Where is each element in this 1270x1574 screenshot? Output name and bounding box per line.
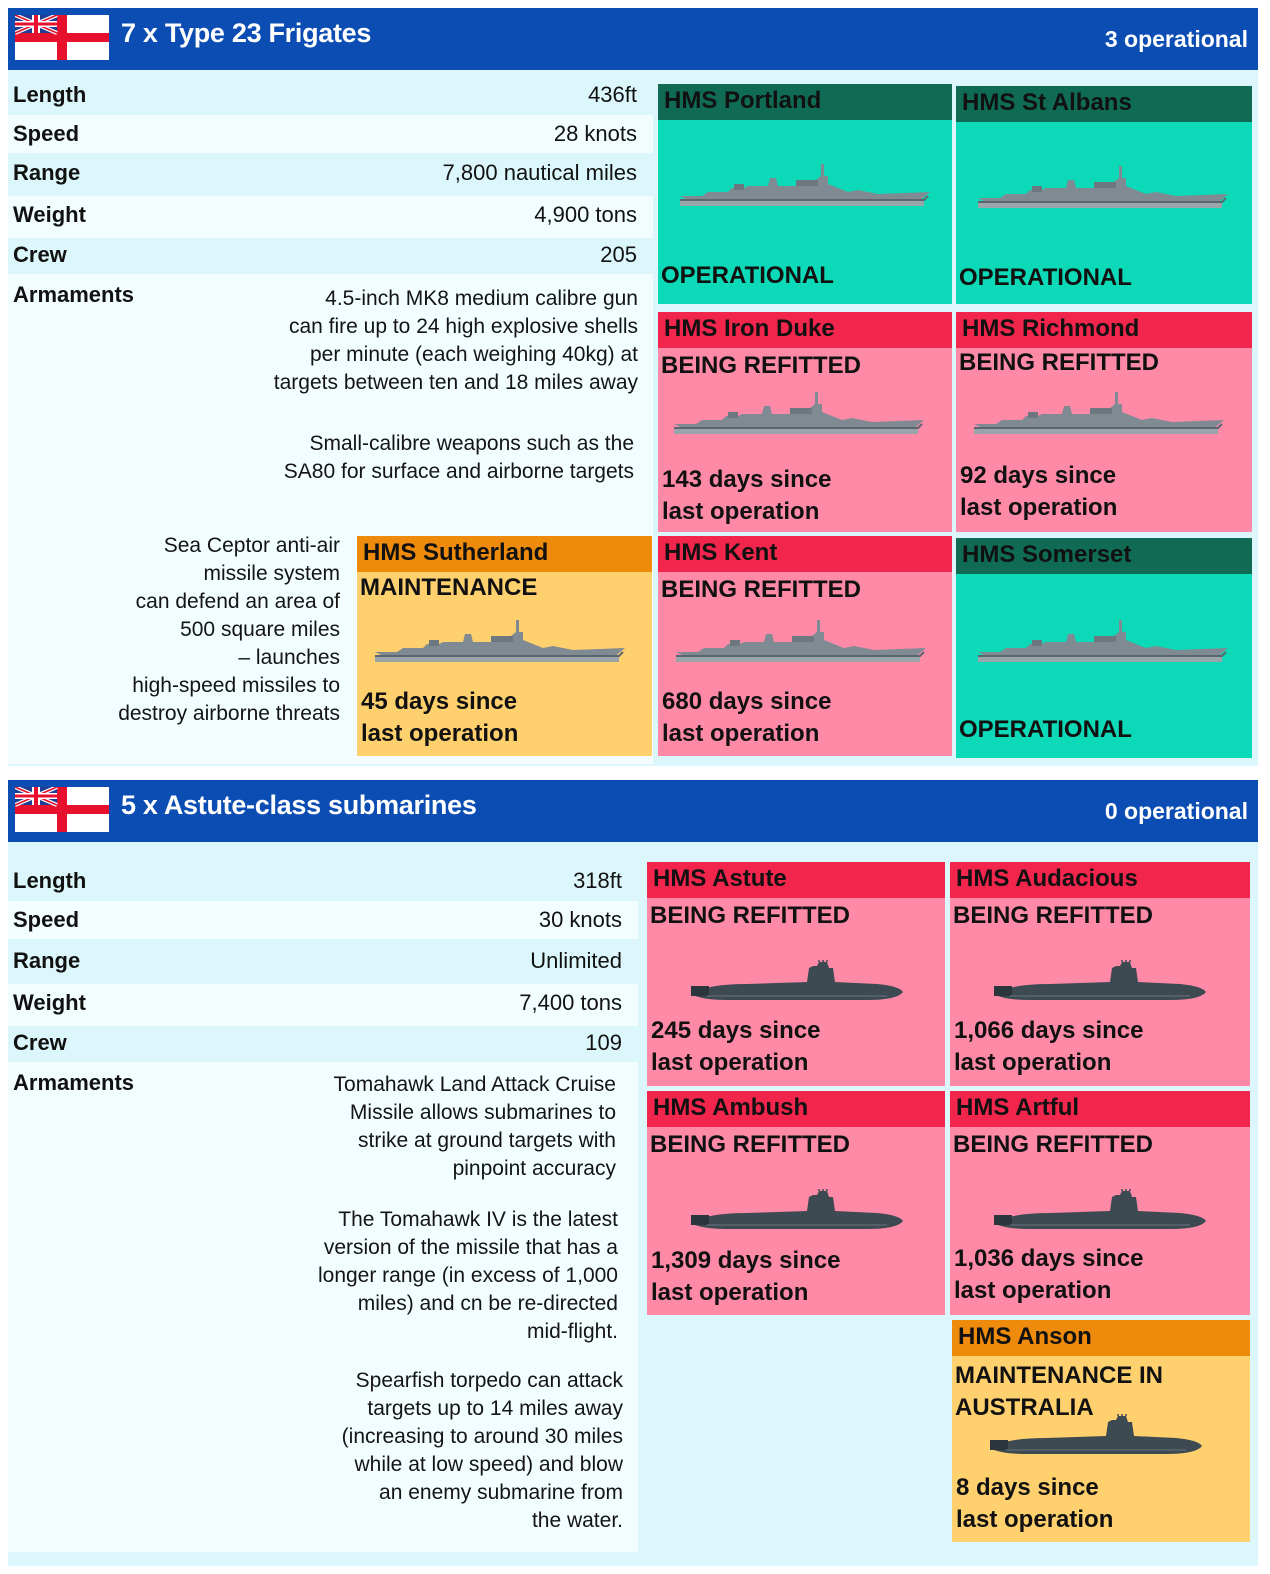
submarine-icon	[687, 1189, 907, 1235]
spec-label: Speed	[13, 907, 80, 932]
ship-name: HMS Anson	[952, 1320, 1250, 1356]
frigate-icon	[976, 164, 1232, 218]
ship-card-hms-audacious	[950, 862, 1250, 1086]
ship-name: HMS Artful	[950, 1091, 1250, 1127]
ship-status: BEING REFITTED	[661, 352, 862, 379]
ship-card-hms-iron-duke	[658, 312, 952, 532]
days-since-operation: 8 days since last operation	[956, 1474, 1114, 1533]
spec-label: Weight	[13, 202, 86, 227]
submarine-icon	[990, 1189, 1210, 1235]
days-since-operation: 1,309 days since last operation	[651, 1247, 841, 1306]
spec-label: Armaments	[13, 1070, 135, 1095]
spec-label: Range	[13, 948, 81, 973]
spec-row	[8, 901, 638, 939]
spec-row	[8, 115, 653, 153]
spec-row	[8, 1024, 638, 1062]
submarines-header	[8, 780, 1258, 842]
submarine-icon	[986, 1414, 1206, 1460]
days-since-operation: 45 days since last operation	[361, 688, 519, 747]
frigate-icon	[672, 390, 928, 444]
ship-name: HMS Audacious	[950, 862, 1250, 898]
spec-label: Armaments	[13, 282, 135, 307]
spec-value: 436ft	[588, 82, 637, 107]
ship-status: BEING REFITTED	[661, 576, 862, 603]
spec-label: Length	[13, 868, 87, 893]
frigate-icon	[674, 618, 930, 672]
spec-value: 7,400 tons	[519, 990, 622, 1015]
ship-status: OPERATIONAL	[959, 264, 1132, 291]
days-since-operation: 245 days since last operation	[651, 1017, 821, 1076]
frigate-icon	[976, 618, 1232, 672]
spec-value: 318ft	[573, 868, 622, 893]
spec-row	[8, 196, 653, 238]
ship-card-hms-sutherland	[357, 536, 652, 756]
spec-label: Range	[13, 160, 81, 185]
ship-status: BEING REFITTED	[959, 349, 1160, 376]
days-since-operation: 1,066 days since last operation	[954, 1017, 1144, 1076]
spec-value: 30 knots	[538, 907, 622, 932]
ship-name: HMS Astute	[647, 862, 945, 898]
armament-description: Small-calibre weapons such as the SA80 for surface and airborne targets	[283, 432, 634, 483]
ship-name: HMS St Albans	[956, 86, 1252, 122]
spec-label: Length	[13, 82, 87, 107]
ship-status: BEING REFITTED	[650, 1131, 851, 1158]
days-since-operation: 1,036 days since last operation	[954, 1245, 1144, 1304]
ship-status: MAINTENANCE IN AUSTRALIA	[955, 1362, 1163, 1421]
spec-value: 4,900 tons	[534, 202, 637, 227]
ship-card-hms-somerset	[956, 538, 1252, 758]
ship-status: BEING REFITTED	[650, 902, 851, 929]
ship-name: HMS Richmond	[956, 312, 1252, 348]
ship-status: BEING REFITTED	[953, 1131, 1154, 1158]
frigates-operational-count: 3 operational	[1104, 26, 1248, 52]
ship-name: HMS Kent	[658, 536, 952, 572]
ship-status: MAINTENANCE	[360, 574, 538, 601]
submarine-icon	[990, 960, 1210, 1006]
frigates-title: 7 x Type 23 Frigates	[121, 18, 372, 48]
spec-row	[8, 862, 638, 900]
armament-description: 4.5-inch MK8 medium calibre gun can fire up to 24 high explosive shells per minute (each weighing 40kg) at targets between ten and 18 miles away	[273, 287, 638, 394]
spec-value: Unlimited	[530, 948, 622, 973]
frigate-icon	[373, 618, 629, 672]
days-since-operation: 680 days since last operation	[662, 688, 832, 747]
armament-description: The Tomahawk IV is the latest version of the missile that has a longer range (in excess of 1,000 miles) and cn be re-directed mid-flight.	[317, 1208, 618, 1343]
ship-status: BEING REFITTED	[953, 902, 1154, 929]
ship-card-hms-portland	[658, 84, 952, 304]
submarine-icon	[687, 960, 907, 1006]
ship-status: OPERATIONAL	[661, 262, 834, 289]
spec-row	[8, 942, 638, 980]
frigates-header	[8, 8, 1258, 70]
ship-name: HMS Sutherland	[357, 536, 652, 572]
ship-name: HMS Iron Duke	[658, 312, 952, 348]
armament-description: Tomahawk Land Attack Cruise Missile allows submarines to strike at ground targets with pinpoint accuracy	[333, 1073, 616, 1180]
frigate-icon	[972, 390, 1228, 444]
white-ensign-flag-icon	[15, 787, 109, 832]
spec-value: 7,800 nautical miles	[442, 160, 637, 185]
days-since-operation: 143 days since last operation	[662, 466, 832, 525]
spec-value: 205	[600, 242, 637, 267]
armament-description: Spearfish torpedo can attack targets up to 14 miles away (increasing to around 30 miles while at low speed) and blow an enemy submarine from the water.	[341, 1369, 623, 1532]
ship-status: OPERATIONAL	[959, 716, 1132, 743]
armament-description: Sea Ceptor anti-air missile system can defend an area of 500 square miles – launches high-speed missiles to destroy airborne threats	[118, 534, 340, 725]
spec-value: 109	[585, 1030, 622, 1055]
ship-name: HMS Portland	[658, 84, 952, 120]
spec-row	[8, 76, 653, 114]
frigate-icon	[678, 162, 934, 216]
ship-name: HMS Ambush	[647, 1091, 945, 1127]
white-ensign-flag-icon	[15, 15, 109, 60]
submarines-operational-count: 0 operational	[1104, 798, 1248, 824]
ship-card-hms-ambush	[647, 1091, 945, 1315]
spec-value: 28 knots	[553, 121, 637, 146]
ship-card-hms-astute	[647, 862, 945, 1086]
spec-label: Crew	[13, 1030, 67, 1055]
spec-row	[8, 984, 638, 1026]
ship-card-hms-st-albans	[956, 86, 1252, 304]
spec-row	[8, 154, 653, 192]
days-since-operation: 92 days since last operation	[960, 462, 1118, 521]
spec-label: Speed	[13, 121, 80, 146]
spec-row	[8, 236, 653, 274]
ship-card-hms-artful	[950, 1091, 1250, 1315]
ship-card-hms-anson	[952, 1320, 1250, 1542]
spec-label: Crew	[13, 242, 67, 267]
ship-card-hms-richmond	[956, 312, 1252, 532]
submarines-title: 5 x Astute-class submarines	[121, 790, 477, 820]
spec-label: Weight	[13, 990, 86, 1015]
ship-name: HMS Somerset	[956, 538, 1252, 574]
ship-card-hms-kent	[658, 536, 952, 756]
